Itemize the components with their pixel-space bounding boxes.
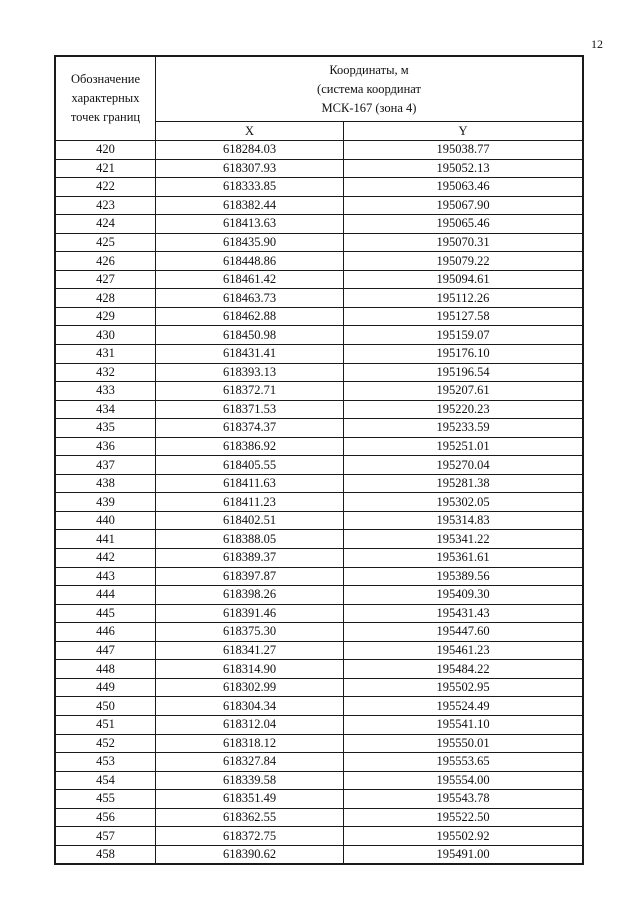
x-coordinate-cell: 618351.49	[156, 790, 344, 809]
point-number-cell: 427	[56, 270, 156, 289]
point-number-cell: 436	[56, 437, 156, 456]
table-row	[56, 141, 583, 160]
point-number-cell: 437	[56, 456, 156, 475]
x-coordinate-cell: 618327.84	[156, 753, 344, 772]
y-coordinate-cell: 195302.05	[344, 493, 583, 512]
x-coordinate-cell: 618388.05	[156, 530, 344, 549]
table-row	[56, 549, 583, 568]
x-coordinate-cell: 618389.37	[156, 549, 344, 568]
x-coordinate-cell: 618450.98	[156, 326, 344, 345]
y-coordinate-cell: 195484.22	[344, 660, 583, 679]
table-row	[56, 827, 583, 846]
point-number-cell: 423	[56, 196, 156, 215]
x-coordinate-cell: 618372.75	[156, 827, 344, 846]
point-number-cell: 458	[56, 845, 156, 864]
x-coordinate-cell: 618393.13	[156, 363, 344, 382]
x-coordinate-cell: 618411.23	[156, 493, 344, 512]
point-number-cell: 441	[56, 530, 156, 549]
x-coordinate-cell: 618411.63	[156, 474, 344, 493]
table-row	[56, 474, 583, 493]
y-coordinate-cell: 195052.13	[344, 159, 583, 178]
point-number-cell: 457	[56, 827, 156, 846]
y-coordinate-cell: 195270.04	[344, 456, 583, 475]
point-number-cell: 425	[56, 233, 156, 252]
point-number-cell: 431	[56, 345, 156, 364]
x-coordinate-cell: 618397.87	[156, 567, 344, 586]
x-coordinate-cell: 618314.90	[156, 660, 344, 679]
point-number-cell: 443	[56, 567, 156, 586]
y-coordinate-cell: 195543.78	[344, 790, 583, 809]
point-number-cell: 445	[56, 604, 156, 623]
y-coordinate-cell: 195094.61	[344, 270, 583, 289]
y-coordinate-cell: 195233.59	[344, 419, 583, 438]
x-coordinate-cell: 618341.27	[156, 641, 344, 660]
y-coordinate-cell: 195038.77	[344, 141, 583, 160]
point-number-cell: 444	[56, 586, 156, 605]
y-coordinate-cell: 195159.07	[344, 326, 583, 345]
point-number-cell: 456	[56, 808, 156, 827]
table-row	[56, 437, 583, 456]
x-coordinate-cell: 618462.88	[156, 307, 344, 326]
table-row	[56, 660, 583, 679]
y-coordinate-cell: 195281.38	[344, 474, 583, 493]
point-number-cell: 429	[56, 307, 156, 326]
x-coordinate-cell: 618339.58	[156, 771, 344, 790]
y-coordinate-cell: 195220.23	[344, 400, 583, 419]
table-row	[56, 734, 583, 753]
y-coordinate-cell: 195207.61	[344, 382, 583, 401]
point-number-cell: 453	[56, 753, 156, 772]
point-number-cell: 454	[56, 771, 156, 790]
table-row	[56, 233, 583, 252]
y-coordinate-cell: 195389.56	[344, 567, 583, 586]
table-row	[56, 845, 583, 864]
point-number-cell: 446	[56, 623, 156, 642]
point-number-cell: 422	[56, 178, 156, 197]
y-coordinate-cell: 195314.83	[344, 511, 583, 530]
table-row	[56, 252, 583, 271]
y-coordinate-cell: 195070.31	[344, 233, 583, 252]
table-row	[56, 753, 583, 772]
y-coordinate-cell: 195491.00	[344, 845, 583, 864]
x-coordinate-cell: 618375.30	[156, 623, 344, 642]
x-coordinate-cell: 618304.34	[156, 697, 344, 716]
x-coordinate-cell: 618362.55	[156, 808, 344, 827]
x-coordinate-cell: 618386.92	[156, 437, 344, 456]
y-coordinate-cell: 195067.90	[344, 196, 583, 215]
y-coordinate-cell: 195127.58	[344, 307, 583, 326]
table-row	[56, 715, 583, 734]
point-number-cell: 455	[56, 790, 156, 809]
x-coordinate-cell: 618431.41	[156, 345, 344, 364]
x-coordinate-cell: 618398.26	[156, 586, 344, 605]
point-number-cell: 451	[56, 715, 156, 734]
y-coordinate-cell: 195554.00	[344, 771, 583, 790]
page-number: 12	[591, 37, 603, 51]
table-row	[56, 456, 583, 475]
y-coordinate-cell: 195112.26	[344, 289, 583, 308]
y-coordinate-cell: 195251.01	[344, 437, 583, 456]
point-number-cell: 433	[56, 382, 156, 401]
point-number-cell: 430	[56, 326, 156, 345]
table-row	[56, 382, 583, 401]
y-coordinate-cell: 195196.54	[344, 363, 583, 382]
table-row	[56, 678, 583, 697]
y-coordinate-cell: 195361.61	[344, 549, 583, 568]
point-number-cell: 450	[56, 697, 156, 716]
table-row	[56, 178, 583, 197]
point-designation-header: Обозначение характерных точек границ	[56, 57, 156, 141]
y-coordinate-cell: 195176.10	[344, 345, 583, 364]
coordinates-header: Координаты, м (система координат МСК-167 (зона 4)	[156, 57, 583, 122]
point-number-cell: 449	[56, 678, 156, 697]
y-coordinate-cell: 195063.46	[344, 178, 583, 197]
point-number-cell: 434	[56, 400, 156, 419]
table-row	[56, 196, 583, 215]
x-coordinate-cell: 618318.12	[156, 734, 344, 753]
x-coordinate-cell: 618371.53	[156, 400, 344, 419]
point-number-cell: 435	[56, 419, 156, 438]
table-row	[56, 493, 583, 512]
table-row	[56, 586, 583, 605]
x-coordinate-cell: 618307.93	[156, 159, 344, 178]
table-row	[56, 808, 583, 827]
table-row	[56, 307, 583, 326]
x-coordinate-cell: 618312.04	[156, 715, 344, 734]
y-coordinate-cell: 195541.10	[344, 715, 583, 734]
x-coordinate-cell: 618461.42	[156, 270, 344, 289]
point-number-cell: 438	[56, 474, 156, 493]
y-coordinate-cell: 195550.01	[344, 734, 583, 753]
table-row	[56, 604, 583, 623]
x-coordinate-cell: 618413.63	[156, 215, 344, 234]
x-coordinate-cell: 618402.51	[156, 511, 344, 530]
point-number-cell: 421	[56, 159, 156, 178]
x-column-header: X	[156, 122, 344, 141]
y-coordinate-cell: 195431.43	[344, 604, 583, 623]
table-row	[56, 511, 583, 530]
table-row	[56, 289, 583, 308]
y-coordinate-cell: 195447.60	[344, 623, 583, 642]
table-row	[56, 419, 583, 438]
table-row	[56, 215, 583, 234]
table-row	[56, 400, 583, 419]
x-coordinate-cell: 618391.46	[156, 604, 344, 623]
x-coordinate-cell: 618372.71	[156, 382, 344, 401]
x-coordinate-cell: 618390.62	[156, 845, 344, 864]
x-coordinate-cell: 618448.86	[156, 252, 344, 271]
x-coordinate-cell: 618463.73	[156, 289, 344, 308]
point-number-cell: 447	[56, 641, 156, 660]
table-row	[56, 270, 583, 289]
coordinates-table	[55, 56, 583, 864]
point-number-cell: 442	[56, 549, 156, 568]
y-coordinate-cell: 195065.46	[344, 215, 583, 234]
x-coordinate-cell: 618333.85	[156, 178, 344, 197]
table-row	[56, 530, 583, 549]
y-coordinate-cell: 195079.22	[344, 252, 583, 271]
table-row	[56, 771, 583, 790]
y-coordinate-cell: 195502.92	[344, 827, 583, 846]
y-coordinate-cell: 195461.23	[344, 641, 583, 660]
table-row	[56, 790, 583, 809]
point-number-cell: 426	[56, 252, 156, 271]
table-row	[56, 345, 583, 364]
x-coordinate-cell: 618382.44	[156, 196, 344, 215]
table-body	[56, 141, 583, 864]
point-number-cell: 439	[56, 493, 156, 512]
x-coordinate-cell: 618302.99	[156, 678, 344, 697]
y-coordinate-cell: 195522.50	[344, 808, 583, 827]
table-row	[56, 623, 583, 642]
x-coordinate-cell: 618435.90	[156, 233, 344, 252]
x-coordinate-cell: 618284.03	[156, 141, 344, 160]
y-column-header: Y	[344, 122, 583, 141]
point-number-cell: 420	[56, 141, 156, 160]
table-row	[56, 567, 583, 586]
y-coordinate-cell: 195409.30	[344, 586, 583, 605]
table-row	[56, 326, 583, 345]
point-number-cell: 428	[56, 289, 156, 308]
point-number-cell: 432	[56, 363, 156, 382]
point-number-cell: 440	[56, 511, 156, 530]
table-row	[56, 159, 583, 178]
point-number-cell: 452	[56, 734, 156, 753]
y-coordinate-cell: 195553.65	[344, 753, 583, 772]
y-coordinate-cell: 195341.22	[344, 530, 583, 549]
x-coordinate-cell: 618374.37	[156, 419, 344, 438]
y-coordinate-cell: 195524.49	[344, 697, 583, 716]
point-number-cell: 424	[56, 215, 156, 234]
table-row	[56, 697, 583, 716]
y-coordinate-cell: 195502.95	[344, 678, 583, 697]
x-coordinate-cell: 618405.55	[156, 456, 344, 475]
point-number-cell: 448	[56, 660, 156, 679]
table-row	[56, 641, 583, 660]
table-row	[56, 363, 583, 382]
